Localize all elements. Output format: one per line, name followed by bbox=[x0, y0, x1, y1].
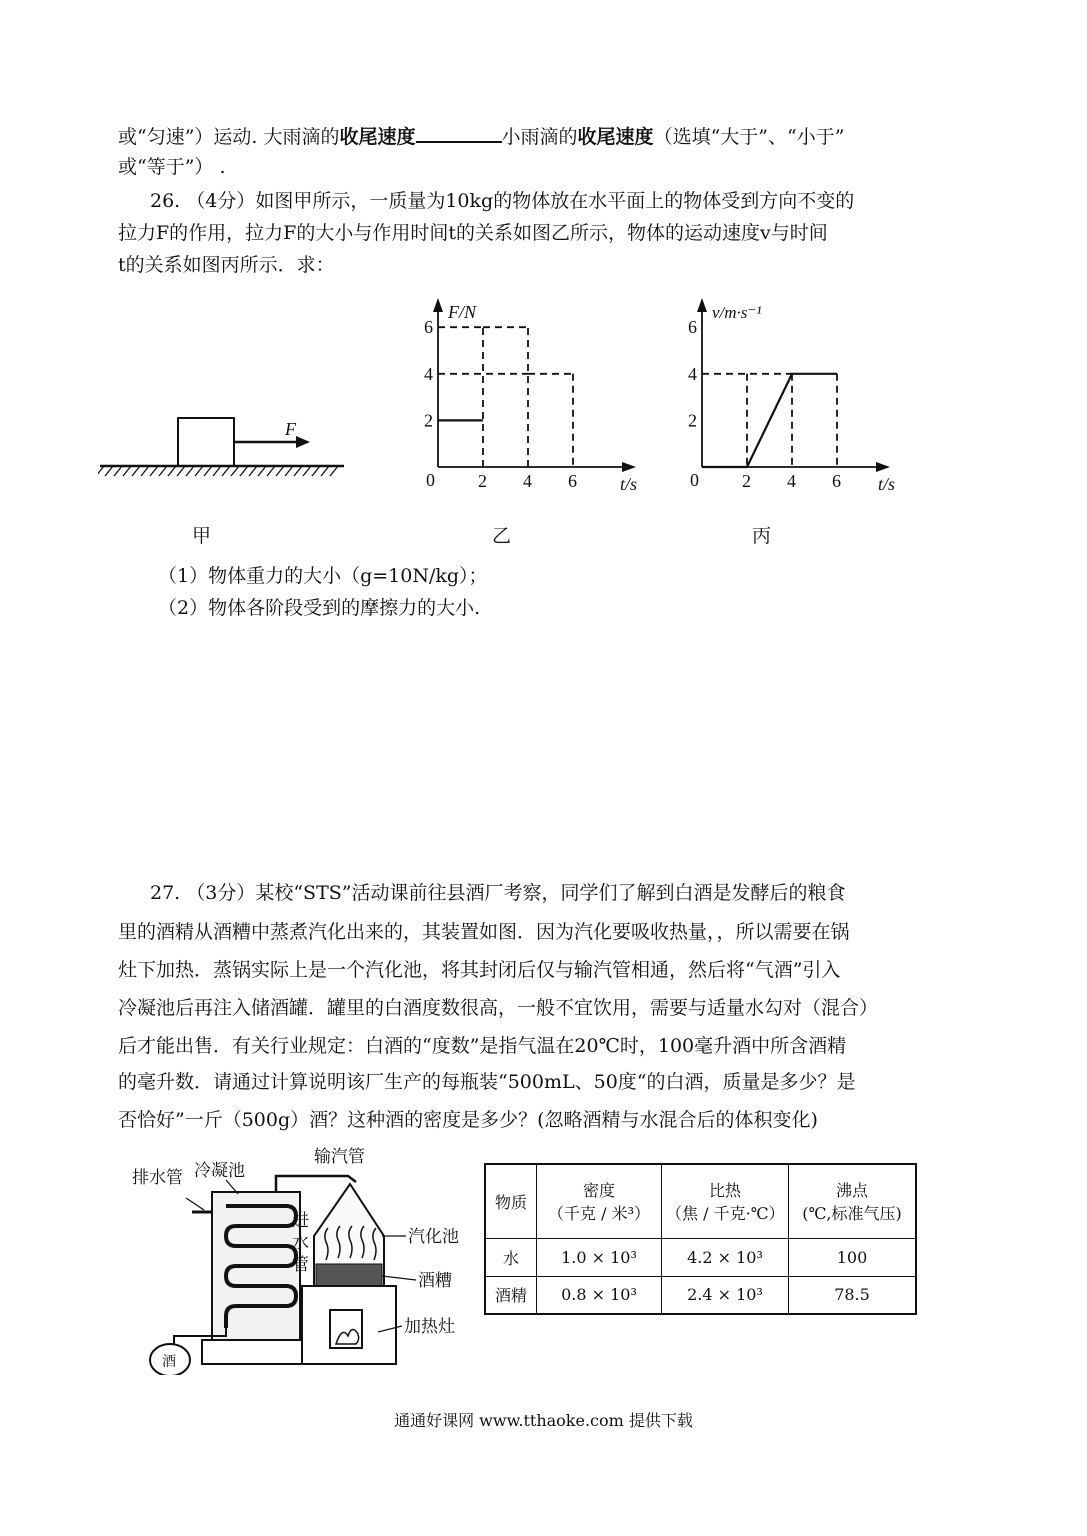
hatch-mark bbox=[267, 466, 275, 476]
header-substance: 物质 bbox=[485, 1164, 537, 1238]
hatch-mark bbox=[213, 466, 221, 476]
force-label: F bbox=[285, 419, 296, 439]
table-row bbox=[485, 1276, 916, 1314]
x-tick-label: 2 bbox=[742, 471, 751, 491]
q27-line-2: 里的酒精从酒糟中蒸煮汽化出来的，其装置如图．因为汽化要吸收热量，，所以需要在锅 bbox=[118, 921, 850, 943]
chart-yi bbox=[410, 296, 650, 506]
hatch-mark bbox=[105, 466, 113, 476]
y-tick-label: 4 bbox=[424, 363, 433, 384]
q27-line-3: 灶下加热．蒸锅实际上是一个汽化池，将其封闭后仅与输汽管相通，然后将“气酒”引入 bbox=[118, 959, 841, 981]
y-tick-label: 2 bbox=[688, 410, 697, 431]
y-tick-label: 4 bbox=[688, 363, 697, 384]
x-tick-label: 6 bbox=[832, 471, 841, 491]
hatch-mark bbox=[195, 466, 203, 476]
y-axis-label: F/N bbox=[448, 302, 477, 322]
label-steam-pipe: 输汽管 bbox=[314, 1147, 365, 1166]
x-tick-label: 2 bbox=[478, 471, 487, 491]
table-cell: 1.0 × 10³ bbox=[537, 1238, 662, 1276]
q25-text-c: （选填“大于”、“小于” bbox=[653, 126, 845, 148]
table-cell: 78.5 bbox=[789, 1276, 917, 1314]
y-tick-label: 6 bbox=[424, 317, 433, 338]
y-axis-label: v/m·s⁻¹ bbox=[712, 303, 762, 322]
q27-line-4: 冷凝池后再注入储酒罐．罐里的白酒度数很高，一般不宜饮用，需要与适量水勾对（混合） bbox=[118, 997, 879, 1019]
hatch-mark bbox=[276, 466, 284, 476]
label-drain-pipe: 排水管 bbox=[132, 1168, 183, 1187]
x-tick-label: 4 bbox=[787, 471, 796, 491]
y-tick-label: 6 bbox=[688, 317, 697, 338]
x-axis-label: t/s bbox=[620, 474, 638, 494]
header-density-title: 密度 bbox=[582, 1181, 615, 1201]
table-cell: 2.4 × 10³ bbox=[662, 1276, 789, 1314]
hatch-mark bbox=[141, 466, 149, 476]
header-bp-unit: (℃,标准气压) bbox=[802, 1204, 902, 1224]
x-tick-label: 6 bbox=[568, 471, 577, 491]
label-vaporizer: 汽化池 bbox=[408, 1227, 459, 1246]
header-specific-heat bbox=[662, 1164, 789, 1238]
label-inlet-2: 水 bbox=[292, 1233, 309, 1252]
label-mash: 酒糟 bbox=[418, 1271, 452, 1290]
table-cell: 酒精 bbox=[485, 1276, 537, 1314]
hatch-mark bbox=[204, 466, 212, 476]
table-cell: 水 bbox=[485, 1238, 537, 1276]
q27-line-1: 27. （3分）某校“STS”活动课前往县酒厂考察，同学们了解到白酒是发酵后的粮食 bbox=[150, 882, 846, 904]
hatch-mark bbox=[177, 466, 185, 476]
steam-pipe bbox=[276, 1176, 356, 1192]
hatch-mark bbox=[186, 466, 194, 476]
x-tick-label: 4 bbox=[523, 471, 532, 491]
header-density bbox=[537, 1164, 662, 1238]
hatch-mark bbox=[222, 466, 230, 476]
table-header-row bbox=[485, 1164, 916, 1238]
header-density-unit: （千克 / 米³） bbox=[548, 1204, 650, 1224]
hatch-mark bbox=[240, 466, 248, 476]
mash-pointer bbox=[382, 1276, 416, 1280]
hatch-mark bbox=[150, 466, 158, 476]
q25-line-1 bbox=[118, 121, 844, 152]
hatch-mark bbox=[231, 466, 239, 476]
header-heat-unit: （焦 / 千克·℃） bbox=[666, 1204, 785, 1224]
condenser-base bbox=[202, 1340, 302, 1364]
hatch-mark bbox=[123, 466, 131, 476]
header-bp-title: 沸点 bbox=[835, 1181, 868, 1201]
q25-line-2: 或“等于”） . bbox=[118, 156, 226, 178]
q26-line-1: 26. （4分）如图甲所示，一质量为10kg的物体放在水平面上的物体受到方向不变的 bbox=[150, 190, 855, 212]
q25-text-a: 或“匀速”）运动. 大雨滴的 bbox=[118, 126, 340, 148]
distillation-apparatus bbox=[126, 1140, 486, 1375]
q27-line-7: 否恰好”一斤（500g）酒？这种酒的密度是多少？(忽略酒精与水混合后的体积变化) bbox=[118, 1109, 818, 1131]
q27-line-5: 后才能出售．有关行业规定：白酒的“度数”是指气温在20℃时，100毫升酒中所含酒精 bbox=[118, 1035, 847, 1057]
block bbox=[178, 418, 234, 466]
label-inlet-1: 进 bbox=[292, 1211, 309, 1230]
q26-sub-1: （1）物体重力的大小（g=10N/kg）； bbox=[158, 565, 488, 587]
hatch-mark bbox=[168, 466, 176, 476]
surface-hatching bbox=[98, 466, 338, 476]
table-cell: 100 bbox=[789, 1238, 917, 1276]
x-axis-label: t/s bbox=[878, 474, 896, 494]
velocity-line bbox=[702, 374, 837, 467]
header-heat-title: 比热 bbox=[708, 1181, 741, 1201]
jar-label: 酒 bbox=[162, 1355, 176, 1370]
chart-bing bbox=[674, 296, 914, 506]
hatch-mark bbox=[98, 466, 104, 476]
table-cell: 0.8 × 10³ bbox=[537, 1276, 662, 1314]
hatch-mark bbox=[285, 466, 293, 476]
label-inlet-3: 管 bbox=[292, 1255, 309, 1274]
footer-text: 通通好课网 www.tthaoke.com 提供下载 bbox=[394, 1411, 693, 1430]
q26-sub-2: （2）物体各阶段受到的摩擦力的大小. bbox=[158, 597, 481, 619]
q25-text-b: 小雨滴的 bbox=[501, 126, 578, 148]
y-tick-label: 2 bbox=[424, 410, 433, 431]
q26-line-2: 拉力F的作用，拉力F的大小与作用时间t的关系如图乙所示，物体的运动速度v与时间 bbox=[118, 222, 828, 244]
hatch-mark bbox=[258, 466, 266, 476]
label-condenser: 冷凝池 bbox=[194, 1161, 245, 1180]
origin-label: 0 bbox=[690, 470, 699, 490]
table-row bbox=[485, 1238, 916, 1276]
hatch-mark bbox=[249, 466, 257, 476]
hatch-mark bbox=[114, 466, 122, 476]
q27-line-6: 的毫升数．请通过计算说明该厂生产的每瓶装“500mL、50度“的白酒，质量是多少？是 bbox=[118, 1071, 856, 1093]
label-stove: 加热灶 bbox=[404, 1317, 455, 1336]
figure-jia bbox=[98, 400, 358, 510]
y-axis-arrow bbox=[433, 298, 443, 312]
properties-table bbox=[484, 1163, 917, 1315]
x-axis-arrow bbox=[876, 462, 890, 472]
q25-term-1: 收尾速度 bbox=[339, 126, 416, 148]
y-axis-arrow bbox=[697, 298, 707, 312]
force-arrow-head bbox=[296, 436, 310, 448]
x-axis-arrow bbox=[622, 462, 636, 472]
q26-line-3: t的关系如图丙所示．求： bbox=[118, 254, 335, 276]
hatch-mark bbox=[321, 466, 329, 476]
hatch-mark bbox=[303, 466, 311, 476]
table-cell: 4.2 × 10³ bbox=[662, 1238, 789, 1276]
mash-layer bbox=[316, 1264, 382, 1286]
header-boiling-point bbox=[789, 1164, 917, 1238]
origin-label: 0 bbox=[426, 470, 435, 490]
hatch-mark bbox=[132, 466, 140, 476]
caption-jia: 甲 bbox=[192, 525, 212, 547]
hatch-mark bbox=[312, 466, 320, 476]
caption-bing: 丙 bbox=[752, 525, 772, 547]
caption-yi: 乙 bbox=[492, 525, 512, 547]
drain-pointer bbox=[186, 1198, 204, 1210]
answer-blank[interactable] bbox=[416, 121, 502, 143]
q25-term-2: 收尾速度 bbox=[577, 126, 654, 148]
hatch-mark bbox=[330, 466, 338, 476]
hatch-mark bbox=[294, 466, 302, 476]
hatch-mark bbox=[159, 466, 167, 476]
